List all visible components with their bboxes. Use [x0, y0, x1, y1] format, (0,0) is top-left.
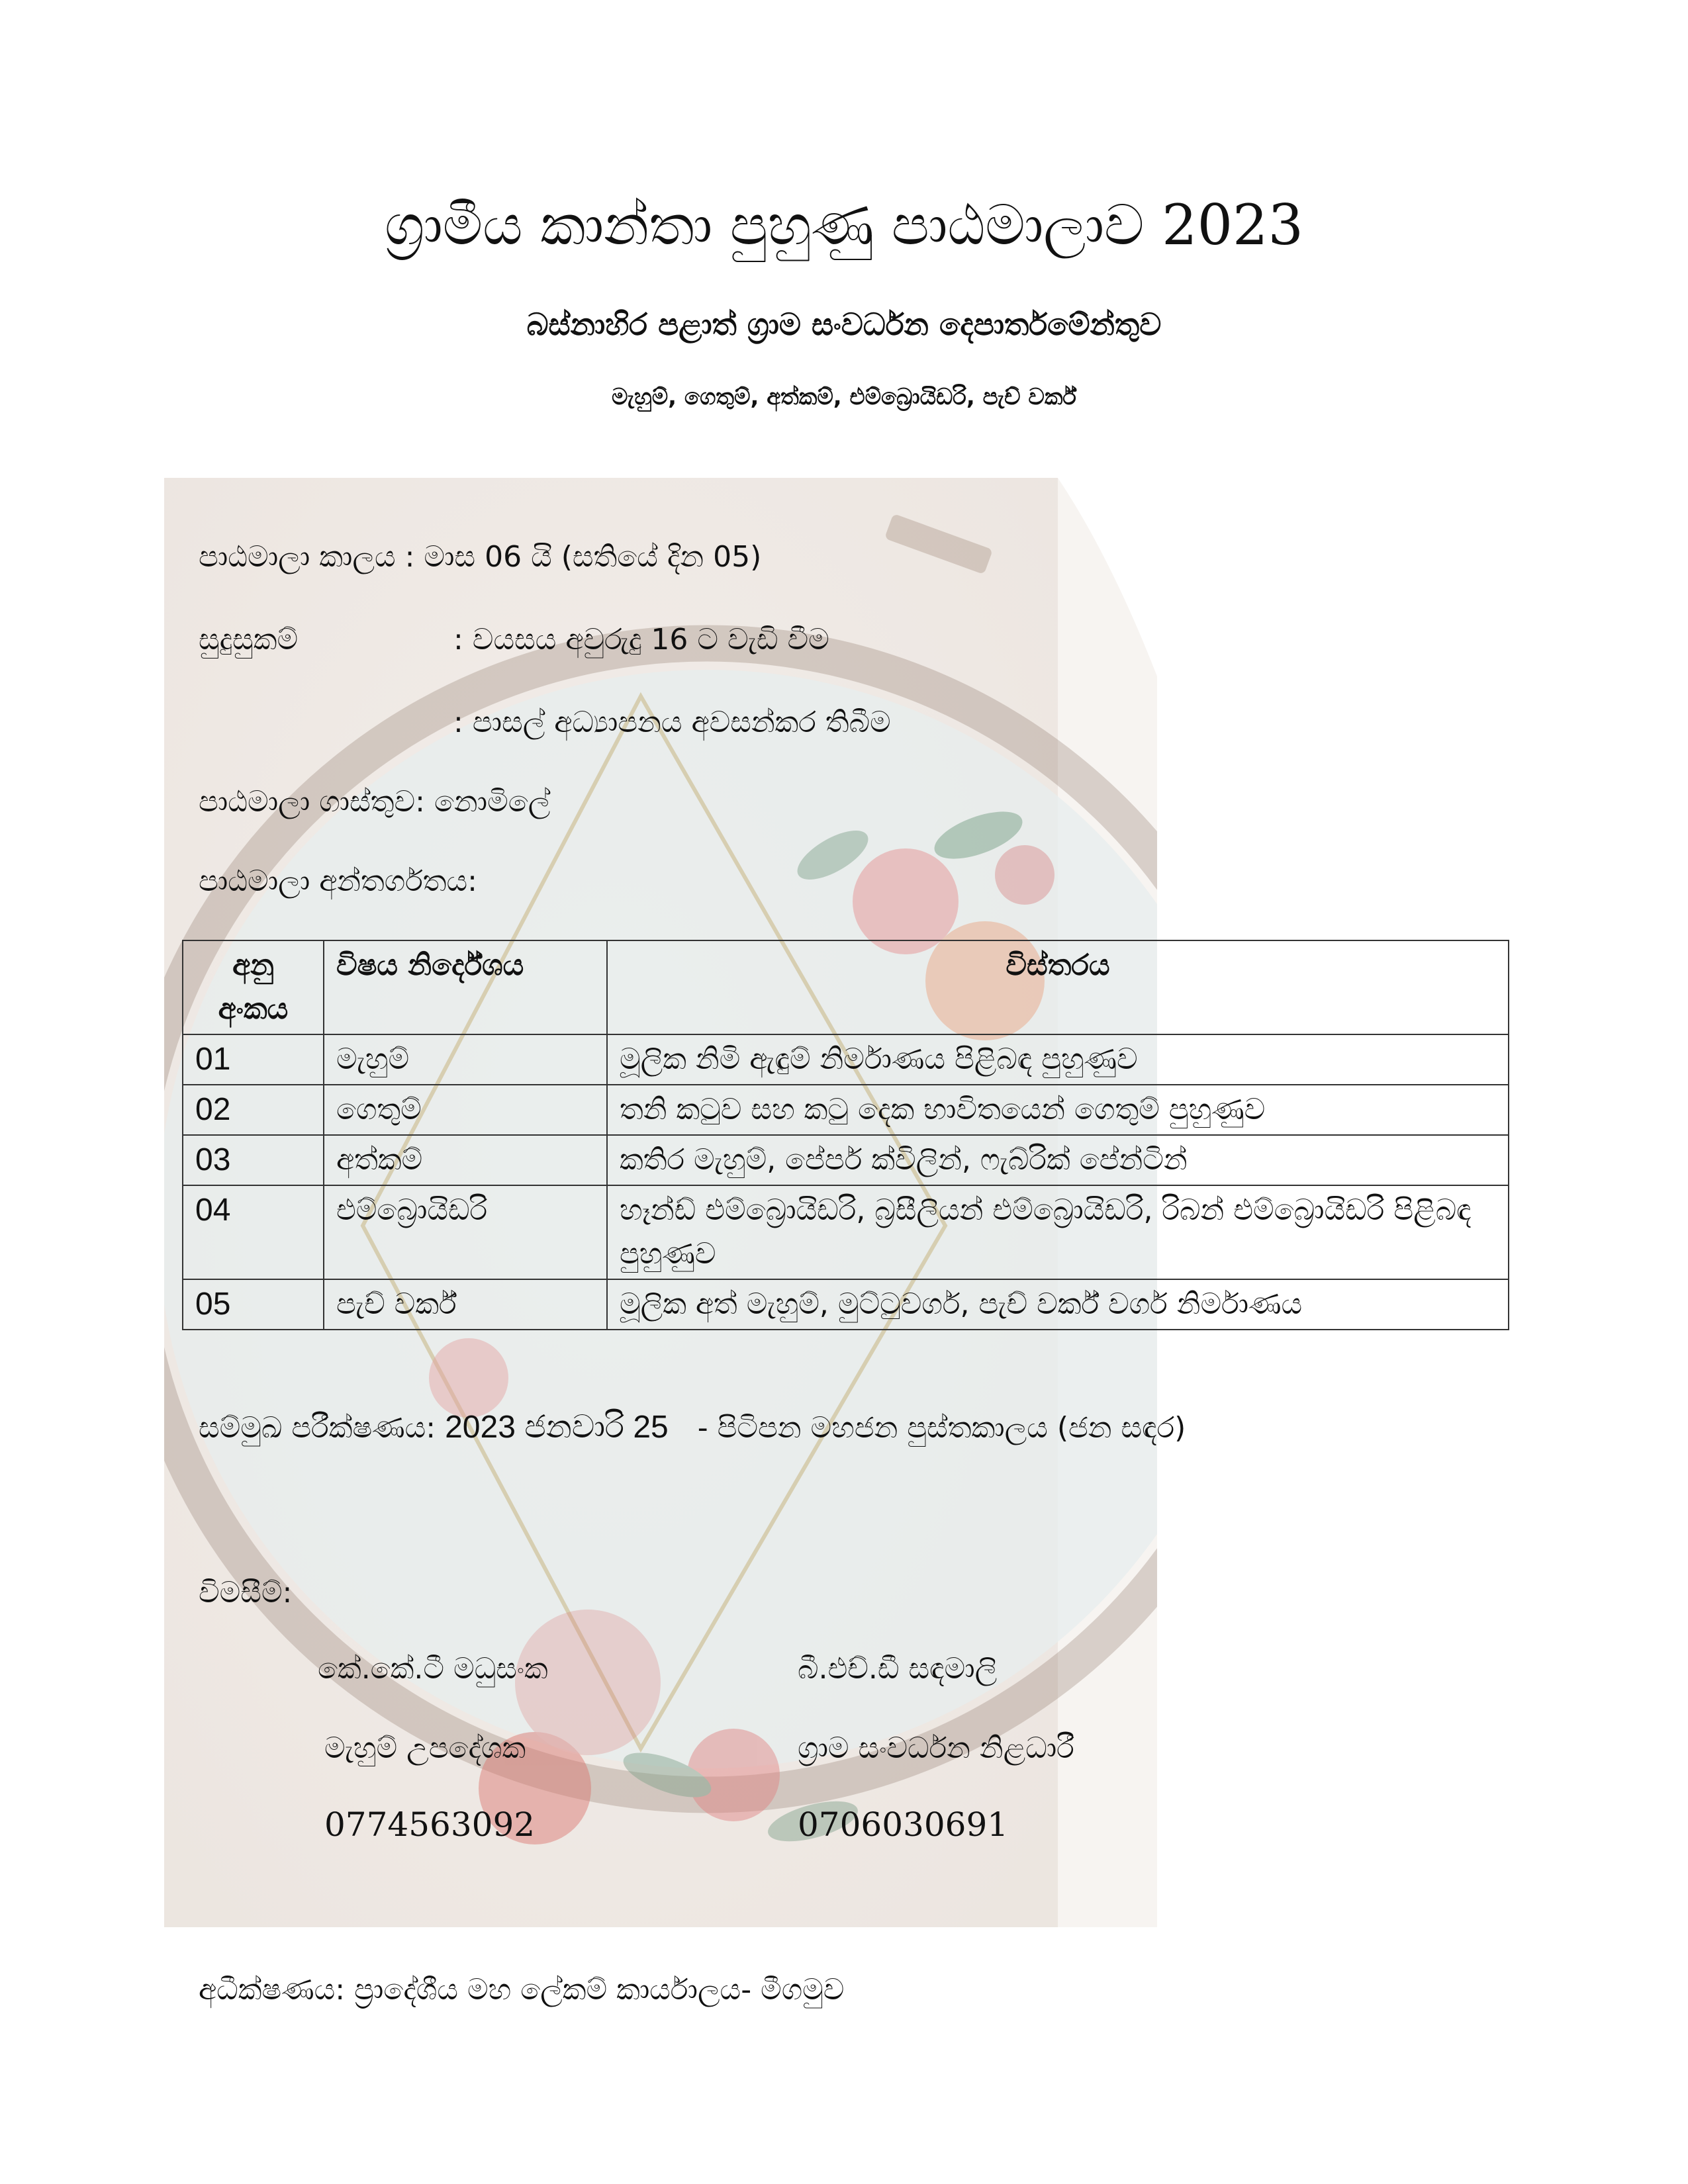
row-description: හෑන්ඩ් එම්බ්‍රොයිඩරි, බ්‍රසීලියන් එම්බ්‍රොයිඩරි, රිබන් එම්බ්‍රොයිඩරි පිළිබඳ පුහුණුව: [607, 1185, 1509, 1279]
row-number: 04: [183, 1185, 324, 1279]
header-subject: විෂය නිර්දේශය: [324, 940, 607, 1034]
interview-date: 2023 ජනවාරි 25: [445, 1410, 669, 1445]
row-description: මූලික නිමි ඇඳුම් නිර්මාණය පිළිබඳ පුහුණුව: [607, 1034, 1509, 1085]
fee-line: [199, 781, 550, 823]
row-subject: එම්බ්‍රොයිඩරි: [324, 1185, 607, 1279]
contact-phone: 0706030691: [798, 1805, 1009, 1844]
qualifications-label: සුදුසුකම්: [199, 623, 299, 657]
qualification-education: : පාසල් අධ්‍යාපනය අවසන්කර තිබීම: [453, 705, 891, 739]
contact-name: බී.එච්.ඩී සඳමාලි: [798, 1652, 998, 1686]
row-subject: ගෙතුම්: [324, 1085, 607, 1135]
page-title: ග්‍රාමීය කාන්තා පුහුණු පාඨමාලාව 2023: [385, 193, 1303, 257]
course-content-table: [182, 940, 1509, 1330]
row-subject: මැහුම්: [324, 1034, 607, 1085]
contact-role: ග්‍රාම සංවර්ධන නිළධාරී: [798, 1731, 1074, 1765]
table-row: [183, 1034, 1509, 1085]
supervision-line: [199, 1969, 844, 2011]
table-header-row: [183, 940, 1509, 1034]
contact-phone: 0774563092: [324, 1805, 536, 1844]
row-number: 03: [183, 1135, 324, 1185]
qualifications-line: [199, 619, 829, 661]
department-subtitle: බස්නාහිර පළාත් ග්‍රාම සංවර්ධන දෙපාර්තමේන්තුව: [526, 306, 1162, 342]
interview-label: සම්මුඛ පරීක්ෂණය:: [199, 1411, 436, 1445]
inquiries-label: විමසීම්:: [199, 1576, 293, 1610]
interview-line: [199, 1406, 1186, 1449]
fee-value: නොමිලේ: [434, 785, 551, 819]
table-row: [183, 1085, 1509, 1135]
row-description: මූලික අත් මැහුම්, මුට්ටුවර්ග, පැච් වර්ක් වර්ග නිර්මාණය: [607, 1279, 1509, 1330]
duration-label: පාඨමාලා කාලය :: [199, 540, 415, 574]
row-number: 05: [183, 1279, 324, 1330]
table-row: [183, 1279, 1509, 1330]
fee-label: පාඨමාලා ගාස්තුව:: [199, 785, 425, 819]
header-description: විස්තරය: [607, 940, 1509, 1034]
row-subject: අත්කම්: [324, 1135, 607, 1185]
row-description: කතිර මැහුම්, පේපර් ක්විලින්, ෆැබ්රික් පේන්ටින්: [607, 1135, 1509, 1185]
interview-venue: - පිටිපන මහජන පුස්තකාලය (ජන සඳර): [697, 1411, 1186, 1445]
table-row: [183, 1185, 1509, 1279]
duration-value: මාස 06 යි (සතියේ දින 05): [424, 540, 762, 574]
row-subject: පැච් වර්ක්: [324, 1279, 607, 1330]
contact-role: මැහුම් උපදේශක: [324, 1731, 526, 1765]
qualification-age: : වයසය අවුරුදු 16 ට වැඩි වීම: [453, 623, 829, 657]
duration-line: [199, 536, 761, 578]
row-number: 01: [183, 1034, 324, 1085]
course-topics-tagline: මැහුම්, ගෙතුම්, අත්කම්, එම්බ්‍රොයිඩරි, පැච් වර්ක්: [612, 384, 1076, 410]
supervision-value: ප්‍රාදේශීය මහ ලේකම් කාර්යාලය- මීගමුව: [354, 1973, 845, 2007]
row-description: තනි කටුව සහ කටු දෙක භාවිතයෙන් ගෙතුම් පුහුණුව: [607, 1085, 1509, 1135]
header-index: අනු අංකය: [183, 940, 324, 1034]
supervision-label: අධීක්ෂණය:: [199, 1973, 346, 2007]
contents-label: පාඨමාලා අන්තර්ගතය:: [199, 864, 477, 898]
table-row: [183, 1135, 1509, 1185]
contact-name: කේ.කේ.ටී මධුසංක: [318, 1652, 548, 1686]
row-number: 02: [183, 1085, 324, 1135]
